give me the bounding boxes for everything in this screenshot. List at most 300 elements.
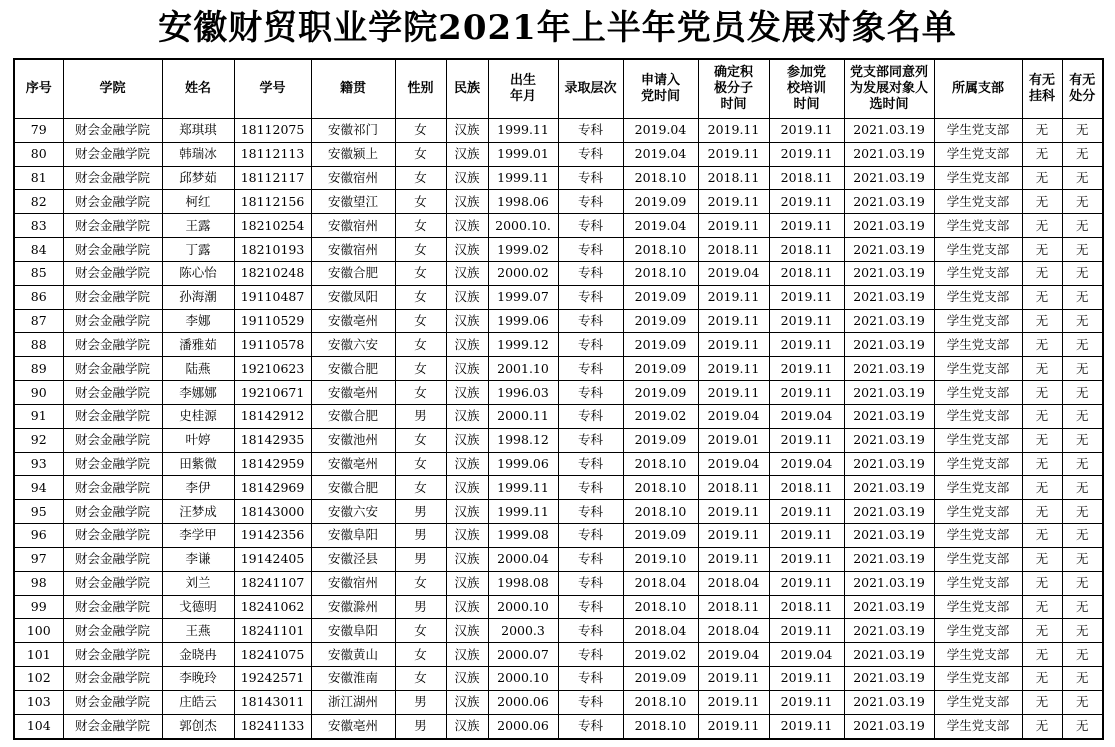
table-row: [14, 524, 1103, 548]
table-cell: 2019.11: [769, 333, 844, 357]
table-cell: 18112156: [234, 190, 311, 214]
table-cell: 2018.11: [769, 166, 844, 190]
table-body: [14, 119, 1103, 739]
table-cell: 安徽凤阳: [311, 285, 395, 309]
table-cell: 汉族: [446, 428, 488, 452]
table-cell: 专科: [558, 357, 623, 381]
table-cell: 汉族: [446, 714, 488, 738]
table-cell: 无: [1022, 309, 1062, 333]
table-cell: 财会金融学院: [63, 571, 162, 595]
header-row: [14, 59, 1103, 119]
table-cell: 女: [395, 166, 446, 190]
table-cell: 83: [14, 214, 63, 238]
table-cell: 无: [1022, 142, 1062, 166]
table-cell: 19142356: [234, 524, 311, 548]
table-cell: 财会金融学院: [63, 476, 162, 500]
table-cell: 1999.11: [488, 119, 558, 143]
table-cell: 学生党支部: [934, 667, 1022, 691]
table-cell: 学生党支部: [934, 690, 1022, 714]
table-cell: 学生党支部: [934, 357, 1022, 381]
table-row: [14, 500, 1103, 524]
table-cell: 财会金融学院: [63, 643, 162, 667]
table-cell: 2019.01: [698, 428, 769, 452]
table-cell: 2018.10: [623, 452, 698, 476]
table-cell: 无: [1022, 714, 1062, 738]
table-cell: 李娜娜: [162, 381, 234, 405]
table-cell: 80: [14, 142, 63, 166]
table-cell: 财会金融学院: [63, 452, 162, 476]
table-cell: 汉族: [446, 333, 488, 357]
table-cell: 2019.09: [623, 285, 698, 309]
table-cell: 1999.08: [488, 524, 558, 548]
table-cell: 女: [395, 571, 446, 595]
table-cell: 汉族: [446, 547, 488, 571]
table-cell: 韩瑞冰: [162, 142, 234, 166]
table-row: [14, 238, 1103, 262]
table-row: [14, 643, 1103, 667]
table-cell: 汪梦成: [162, 500, 234, 524]
table-cell: 女: [395, 428, 446, 452]
table-cell: 95: [14, 500, 63, 524]
column-header-3: 学号: [234, 59, 311, 119]
table-cell: 2019.09: [623, 333, 698, 357]
table-cell: 89: [14, 357, 63, 381]
table-cell: 学生党支部: [934, 452, 1022, 476]
table-cell: 2019.11: [769, 309, 844, 333]
table-cell: 18112113: [234, 142, 311, 166]
table-cell: 李伊: [162, 476, 234, 500]
table-cell: 财会金融学院: [63, 166, 162, 190]
table-cell: 财会金融学院: [63, 119, 162, 143]
table-cell: 安徽宿州: [311, 571, 395, 595]
table-cell: 专科: [558, 595, 623, 619]
table-row: [14, 595, 1103, 619]
column-header-6: 民族: [446, 59, 488, 119]
table-cell: 学生党支部: [934, 166, 1022, 190]
table-cell: 郭创杰: [162, 714, 234, 738]
table-cell: 学生党支部: [934, 571, 1022, 595]
table-cell: 陈心怡: [162, 261, 234, 285]
table-cell: 安徽合肥: [311, 404, 395, 428]
table-cell: 2018.04: [623, 619, 698, 643]
table-cell: 庄皓云: [162, 690, 234, 714]
table-cell: 18142969: [234, 476, 311, 500]
table-cell: 专科: [558, 643, 623, 667]
table-cell: 女: [395, 476, 446, 500]
table-cell: 2018.11: [769, 476, 844, 500]
table-cell: 金晓冉: [162, 643, 234, 667]
table-cell: 2018.11: [698, 166, 769, 190]
table-cell: 专科: [558, 309, 623, 333]
table-cell: 汉族: [446, 190, 488, 214]
table-cell: 专科: [558, 690, 623, 714]
table-cell: 男: [395, 595, 446, 619]
column-header-7: 出生 年月: [488, 59, 558, 119]
table-cell: 专科: [558, 285, 623, 309]
table-cell: 2021.03.19: [844, 238, 934, 262]
table-cell: 2000.04: [488, 547, 558, 571]
table-cell: 2019.11: [769, 571, 844, 595]
table-cell: 汉族: [446, 142, 488, 166]
table-cell: 叶婷: [162, 428, 234, 452]
table-cell: 财会金融学院: [63, 404, 162, 428]
table-cell: 安徽宿州: [311, 166, 395, 190]
table-cell: 孙海潮: [162, 285, 234, 309]
table-cell: 学生党支部: [934, 500, 1022, 524]
table-cell: 无: [1062, 285, 1103, 309]
table-header: [14, 59, 1103, 119]
table-cell: 无: [1062, 619, 1103, 643]
table-cell: 学生党支部: [934, 285, 1022, 309]
table-cell: 汉族: [446, 119, 488, 143]
table-cell: 学生党支部: [934, 595, 1022, 619]
table-cell: 无: [1022, 452, 1062, 476]
table-cell: 无: [1022, 690, 1062, 714]
table-cell: 2019.04: [698, 261, 769, 285]
table-cell: 2021.03.19: [844, 142, 934, 166]
table-cell: 安徽亳州: [311, 452, 395, 476]
table-cell: 104: [14, 714, 63, 738]
table-cell: 学生党支部: [934, 309, 1022, 333]
table-cell: 2019.11: [769, 524, 844, 548]
table-cell: 无: [1062, 261, 1103, 285]
table-cell: 2021.03.19: [844, 643, 934, 667]
table-cell: 2021.03.19: [844, 381, 934, 405]
table-cell: 2019.10: [623, 547, 698, 571]
table-row: [14, 214, 1103, 238]
table-cell: 2019.11: [698, 142, 769, 166]
table-cell: 92: [14, 428, 63, 452]
table-row: [14, 261, 1103, 285]
table-row: [14, 547, 1103, 571]
table-cell: 18241075: [234, 643, 311, 667]
table-cell: 1999.11: [488, 476, 558, 500]
table-cell: 2019.11: [769, 381, 844, 405]
table-cell: 2019.11: [698, 357, 769, 381]
table-cell: 潘雅茹: [162, 333, 234, 357]
table-cell: 无: [1062, 667, 1103, 691]
table-cell: 无: [1062, 404, 1103, 428]
table-cell: 无: [1062, 119, 1103, 143]
table-cell: 2019.09: [623, 309, 698, 333]
table-cell: 李学甲: [162, 524, 234, 548]
table-cell: 李娜: [162, 309, 234, 333]
table-cell: 女: [395, 190, 446, 214]
table-cell: 2018.04: [623, 571, 698, 595]
table-cell: 汉族: [446, 500, 488, 524]
table-cell: 女: [395, 214, 446, 238]
table-cell: 专科: [558, 214, 623, 238]
table-cell: 学生党支部: [934, 619, 1022, 643]
table-cell: 汉族: [446, 595, 488, 619]
table-cell: 1999.11: [488, 500, 558, 524]
column-header-11: 参加党 校培训 时间: [769, 59, 844, 119]
table-cell: 85: [14, 261, 63, 285]
table-cell: 王露: [162, 214, 234, 238]
table-cell: 2019.04: [769, 404, 844, 428]
table-cell: 2019.11: [769, 119, 844, 143]
table-cell: 2021.03.19: [844, 357, 934, 381]
table-cell: 18241062: [234, 595, 311, 619]
table-cell: 18241101: [234, 619, 311, 643]
table-cell: 2019.04: [698, 452, 769, 476]
table-cell: 女: [395, 452, 446, 476]
table-cell: 2019.02: [623, 643, 698, 667]
table-cell: 汉族: [446, 285, 488, 309]
table-cell: 财会金融学院: [63, 547, 162, 571]
table-cell: 2021.03.19: [844, 571, 934, 595]
table-cell: 男: [395, 690, 446, 714]
table-cell: 103: [14, 690, 63, 714]
table-cell: 女: [395, 643, 446, 667]
table-cell: 汉族: [446, 261, 488, 285]
table-cell: 2019.11: [698, 190, 769, 214]
table-cell: 女: [395, 667, 446, 691]
table-row: [14, 119, 1103, 143]
table-cell: 无: [1062, 214, 1103, 238]
table-cell: 2018.11: [698, 595, 769, 619]
table-cell: 2018.10: [623, 166, 698, 190]
table-cell: 2019.11: [769, 285, 844, 309]
table-cell: 96: [14, 524, 63, 548]
table-cell: 1999.12: [488, 333, 558, 357]
table-cell: 汉族: [446, 643, 488, 667]
table-cell: 安徽宿州: [311, 214, 395, 238]
table-row: [14, 452, 1103, 476]
table-cell: 男: [395, 547, 446, 571]
table-row: [14, 142, 1103, 166]
table-row: [14, 667, 1103, 691]
table-cell: 无: [1022, 643, 1062, 667]
table-cell: 安徽合肥: [311, 261, 395, 285]
table-cell: 90: [14, 381, 63, 405]
table-cell: 2021.03.19: [844, 309, 934, 333]
table-cell: 98: [14, 571, 63, 595]
table-cell: 安徽六安: [311, 333, 395, 357]
table-cell: 2019.11: [698, 714, 769, 738]
table-cell: 汉族: [446, 524, 488, 548]
table-cell: 19210623: [234, 357, 311, 381]
table-cell: 无: [1022, 381, 1062, 405]
table-cell: 汉族: [446, 166, 488, 190]
table-cell: 无: [1062, 500, 1103, 524]
column-header-1: 学院: [63, 59, 162, 119]
table-cell: 2019.04: [623, 119, 698, 143]
table-cell: 无: [1062, 428, 1103, 452]
table-cell: 财会金融学院: [63, 524, 162, 548]
table-cell: 2021.03.19: [844, 547, 934, 571]
table-cell: 学生党支部: [934, 261, 1022, 285]
table-cell: 2019.09: [623, 667, 698, 691]
table-cell: 女: [395, 309, 446, 333]
table-cell: 田紫微: [162, 452, 234, 476]
table-cell: 2018.10: [623, 476, 698, 500]
table-cell: 女: [395, 285, 446, 309]
table-cell: 学生党支部: [934, 476, 1022, 500]
table-cell: 安徽合肥: [311, 476, 395, 500]
table-cell: 1999.06: [488, 309, 558, 333]
table-cell: 2018.10: [623, 690, 698, 714]
table-cell: 2018.11: [698, 238, 769, 262]
column-header-2: 姓名: [162, 59, 234, 119]
table-cell: 2019.11: [769, 547, 844, 571]
table-cell: 18142959: [234, 452, 311, 476]
table-cell: 陆燕: [162, 357, 234, 381]
table-cell: 2019.09: [623, 190, 698, 214]
table-cell: 专科: [558, 119, 623, 143]
table-cell: 无: [1062, 690, 1103, 714]
table-cell: 2019.11: [698, 381, 769, 405]
table-row: [14, 714, 1103, 738]
table-cell: 专科: [558, 261, 623, 285]
table-cell: 财会金融学院: [63, 261, 162, 285]
table-cell: 浙江湖州: [311, 690, 395, 714]
table-row: [14, 571, 1103, 595]
table-cell: 84: [14, 238, 63, 262]
table-cell: 2019.11: [769, 142, 844, 166]
table-cell: 2021.03.19: [844, 714, 934, 738]
table-cell: 19210671: [234, 381, 311, 405]
table-cell: 安徽望江: [311, 190, 395, 214]
table-cell: 学生党支部: [934, 524, 1022, 548]
table-cell: 2021.03.19: [844, 524, 934, 548]
table-row: [14, 381, 1103, 405]
table-cell: 19110578: [234, 333, 311, 357]
table-cell: 19110487: [234, 285, 311, 309]
table-cell: 无: [1062, 166, 1103, 190]
table-cell: 无: [1022, 524, 1062, 548]
table-row: [14, 309, 1103, 333]
table-cell: 无: [1022, 476, 1062, 500]
table-cell: 2019.04: [769, 643, 844, 667]
table-cell: 无: [1062, 381, 1103, 405]
table-row: [14, 190, 1103, 214]
table-cell: 19110529: [234, 309, 311, 333]
table-cell: 财会金融学院: [63, 190, 162, 214]
table-cell: 专科: [558, 333, 623, 357]
table-cell: 女: [395, 261, 446, 285]
table-cell: 汉族: [446, 381, 488, 405]
table-cell: 2021.03.19: [844, 690, 934, 714]
table-cell: 2018.11: [698, 476, 769, 500]
table-row: [14, 404, 1103, 428]
table-cell: 男: [395, 500, 446, 524]
table-row: [14, 428, 1103, 452]
table-cell: 汉族: [446, 476, 488, 500]
table-cell: 1999.06: [488, 452, 558, 476]
table-cell: 86: [14, 285, 63, 309]
table-cell: 无: [1062, 571, 1103, 595]
table-cell: 汉族: [446, 452, 488, 476]
table-cell: 2019.09: [623, 428, 698, 452]
table-cell: 无: [1022, 571, 1062, 595]
table-cell: 汉族: [446, 238, 488, 262]
table-cell: 2021.03.19: [844, 190, 934, 214]
table-cell: 财会金融学院: [63, 500, 162, 524]
table-cell: 专科: [558, 571, 623, 595]
table-cell: 安徽六安: [311, 500, 395, 524]
table-cell: 财会金融学院: [63, 667, 162, 691]
column-header-15: 有无 处分: [1062, 59, 1103, 119]
table-cell: 无: [1022, 238, 1062, 262]
table-cell: 18143011: [234, 690, 311, 714]
table-cell: 无: [1022, 667, 1062, 691]
table-cell: 无: [1022, 261, 1062, 285]
table-cell: 2019.11: [769, 190, 844, 214]
table-cell: 2019.11: [698, 309, 769, 333]
table-cell: 1998.08: [488, 571, 558, 595]
table-cell: 学生党支部: [934, 714, 1022, 738]
column-header-8: 录取层次: [558, 59, 623, 119]
table-row: [14, 476, 1103, 500]
table-cell: 18241107: [234, 571, 311, 595]
table-cell: 专科: [558, 667, 623, 691]
table-cell: 女: [395, 238, 446, 262]
table-cell: 无: [1022, 619, 1062, 643]
table-cell: 2019.09: [623, 381, 698, 405]
table-cell: 安徽黄山: [311, 643, 395, 667]
column-header-0: 序号: [14, 59, 63, 119]
table-cell: 2021.03.19: [844, 619, 934, 643]
table-cell: 2019.11: [769, 428, 844, 452]
table-cell: 18112075: [234, 119, 311, 143]
table-cell: 102: [14, 667, 63, 691]
table-cell: 2019.11: [698, 119, 769, 143]
table-cell: 无: [1062, 643, 1103, 667]
table-cell: 2021.03.19: [844, 333, 934, 357]
table-cell: 无: [1062, 238, 1103, 262]
table-cell: 安徽亳州: [311, 309, 395, 333]
table-cell: 2018.11: [769, 238, 844, 262]
table-cell: 1999.02: [488, 238, 558, 262]
table-cell: 99: [14, 595, 63, 619]
table-cell: 1996.03: [488, 381, 558, 405]
table-cell: 2019.11: [769, 357, 844, 381]
table-cell: 2019.11: [769, 214, 844, 238]
table-cell: 无: [1022, 428, 1062, 452]
table-cell: 2019.11: [698, 667, 769, 691]
table-cell: 2019.11: [769, 667, 844, 691]
table-cell: 安徽合肥: [311, 357, 395, 381]
table-cell: 2019.11: [769, 619, 844, 643]
column-header-13: 所属支部: [934, 59, 1022, 119]
table-cell: 安徽亳州: [311, 714, 395, 738]
table-cell: 专科: [558, 238, 623, 262]
table-cell: 女: [395, 119, 446, 143]
table-cell: 汉族: [446, 309, 488, 333]
table-row: [14, 333, 1103, 357]
table-cell: 2021.03.19: [844, 285, 934, 309]
table-cell: 2018.04: [698, 619, 769, 643]
table-cell: 无: [1022, 214, 1062, 238]
table-cell: 无: [1022, 547, 1062, 571]
table-cell: 专科: [558, 166, 623, 190]
table-cell: 19142405: [234, 547, 311, 571]
table-cell: 学生党支部: [934, 643, 1022, 667]
table-cell: 财会金融学院: [63, 428, 162, 452]
table-cell: 2021.03.19: [844, 428, 934, 452]
table-cell: 18210254: [234, 214, 311, 238]
table-cell: 无: [1022, 190, 1062, 214]
table-cell: 2019.02: [623, 404, 698, 428]
table-cell: 史桂源: [162, 404, 234, 428]
table-cell: 安徽颍上: [311, 142, 395, 166]
table-cell: 2018.11: [769, 595, 844, 619]
table-cell: 女: [395, 142, 446, 166]
table-cell: 2019.11: [698, 214, 769, 238]
table-row: [14, 285, 1103, 309]
table-cell: 2000.10: [488, 595, 558, 619]
